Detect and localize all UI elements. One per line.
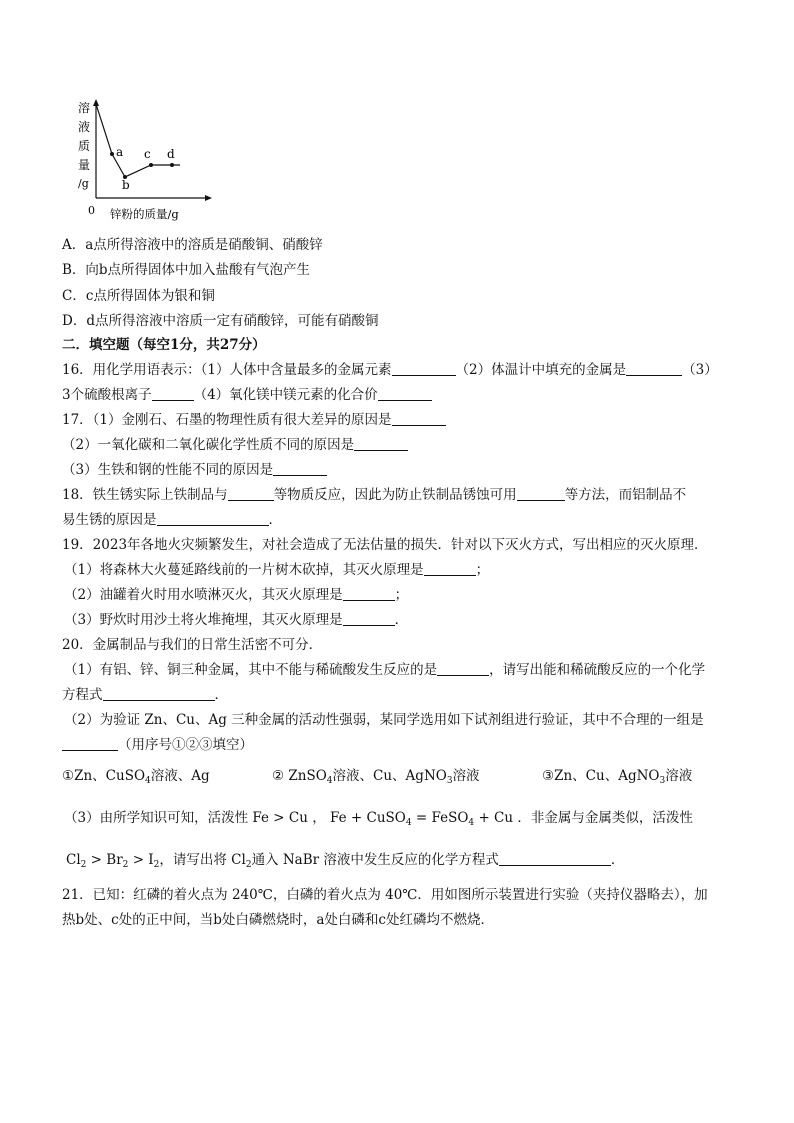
reagent-1-b: 溶液、Ag (150, 768, 210, 784)
q16-line2 (62, 386, 432, 404)
q19-end-3: ． (394, 612, 409, 628)
subscript: 3 (446, 776, 453, 786)
answer-blank[interactable] (228, 487, 274, 501)
q16-line1 (62, 361, 718, 379)
q16-text-a: 16．用化学用语表示：（1）人体中含量最多的金属元素 (62, 362, 392, 378)
answer-blank[interactable] (499, 852, 611, 866)
subscript: 4 (468, 818, 475, 828)
q20-part3-line1 (64, 809, 693, 827)
q17-text-1: 17．（1）金刚石、石墨的物理性质有很大差异的原因是 (62, 412, 392, 428)
q21-line2: 热b处、c处的正中间，当b处白磷燃烧时，a处白磷和c处红磷均不燃烧． (62, 912, 494, 928)
subscript: 4 (326, 776, 333, 786)
point-d (170, 163, 174, 167)
point-c (149, 163, 153, 167)
reagent-option-1 (62, 767, 210, 785)
q19-stem: 19．2023年各地火灾频繁发生，对社会造成了无法估量的损失．针对以下灭火方式，写出相应的灭火原理． (62, 537, 708, 553)
q19-text-3: （3）野炊时用沙土将火堆掩埋，其灭火原理是 (64, 612, 343, 628)
reagent-option-3 (542, 767, 692, 785)
q19-end-1: ； (475, 562, 490, 578)
q16-text-e: （4）氧化镁中镁元素的化合价 (193, 387, 378, 403)
answer-blank[interactable] (62, 737, 118, 751)
q18-text-a: 18．铁生锈实际上铁制品与 (62, 487, 228, 503)
answer-blank[interactable] (343, 587, 395, 601)
reagent-3-b: 溶液 (665, 768, 693, 784)
q20-part1-line2 (62, 686, 228, 704)
q20-part1-line1 (64, 661, 705, 679)
subscript: 2 (245, 860, 252, 870)
x-axis-label: 锌粉的质量/g (110, 207, 179, 221)
option-a: A．a点所得溶液中的溶质是硝酸铜、硝酸锌 (62, 237, 323, 253)
label-a: a (116, 145, 124, 159)
option-b: B．向b点所得固体中加入盐酸有气泡产生 (62, 262, 311, 278)
q19-line1 (64, 561, 489, 579)
section-heading: 二．填空题（每空1分，共27分） (62, 337, 266, 353)
q20-part2-line2 (62, 736, 253, 754)
reagent-1-a: ①Zn、CuSO (62, 768, 146, 784)
label-b: b (122, 178, 130, 192)
q20-stem: 20．金属制品与我们的日常生活密不可分． (62, 637, 323, 653)
answer-blank[interactable] (437, 662, 489, 676)
q19-line3 (64, 611, 408, 629)
answer-blank[interactable] (378, 387, 432, 401)
q18-text-e: ． (268, 512, 282, 528)
answer-blank[interactable] (392, 362, 456, 376)
answer-blank[interactable] (152, 387, 194, 401)
option-c: C．c点所得固体为银和铜 (62, 288, 215, 304)
q19-text-1: （1）将森林大火蔓延路线前的一片树木砍掉，其灭火原理是 (64, 562, 424, 578)
point-a (110, 152, 114, 156)
y-axis-label-2: 液 (78, 120, 91, 134)
q18-line1 (62, 486, 686, 504)
label-d: d (167, 147, 175, 161)
reagent-2-c: 溶液 (452, 768, 480, 784)
q20-p1-text-a: （1）有铝、锌、铜三种金属，其中不能与稀硫酸发生反应的是 (64, 662, 438, 678)
subscript: 2 (80, 860, 87, 870)
curve (96, 104, 180, 177)
q21-line1: 21．已知：红磷的着火点为 240℃，白磷的着火点为 40℃．用如图所示装置进行实验（夹持仪器略去），加 (62, 887, 708, 903)
q20-part2-line1: （2）为验证 Zn、Cu、Ag 三种金属的活动性强弱，某同学选用如下试剂组进行验证，其中不合理的一组是 (64, 712, 704, 728)
q20-p3-text-c: + Cu ．非金属与金属类似，活泼性 (474, 810, 693, 826)
q19-end-2: ； (394, 587, 409, 603)
q20-p3-text-b: = FeSO (411, 810, 469, 826)
y-axis-label-4: 量 (78, 158, 91, 172)
answer-blank[interactable] (157, 512, 269, 526)
q20-p3-text-a: （3）由所学知识可知，活泼性 Fe > Cu ， Fe + CuSO (64, 810, 406, 826)
label-c: c (144, 147, 151, 161)
subscript: 3 (659, 776, 666, 786)
q19-text-2: （2）油罐着火时用水喷淋灭火，其灭火原理是 (64, 587, 343, 603)
q20-part3-line2 (66, 851, 624, 869)
y-axis-label-5: /g (78, 177, 89, 190)
q20-p4-text-e: 通入 NaBr 溶液中发生反应的化学方程式 (251, 852, 499, 868)
q17-line1 (62, 411, 446, 429)
reagent-3-a: ③Zn、Cu、AgNO (542, 768, 660, 784)
q20-p1-text-d: ． (214, 687, 228, 703)
q20-p4-text-d: ，请写出将 Cl (159, 852, 246, 868)
q20-p4-text-c: > I (128, 852, 154, 868)
q18-text-d: 易生锈的原因是 (62, 512, 157, 528)
reagent-2-b: 溶液、Cu、AgNO (332, 768, 447, 784)
q17-line3 (62, 461, 327, 479)
subscript: 2 (122, 860, 129, 870)
x-axis-arrow (205, 195, 212, 201)
y-axis-label-3: 质 (78, 139, 91, 153)
reagent-2-a: ② ZnSO (272, 768, 327, 784)
q19-line2 (64, 586, 408, 604)
subscript: 2 (153, 860, 160, 870)
q20-p4-text-f: ． (610, 852, 625, 868)
q16-text-c: （3） (682, 362, 718, 378)
q17-text-3: （3）生铁和钢的性能不同的原因是 (62, 462, 274, 478)
answer-blank[interactable] (626, 362, 682, 376)
q17-text-2: （2）一氧化碳和二氧化碳化学性质不同的原因是 (62, 437, 355, 453)
reagent-option-2 (272, 767, 480, 785)
q18-line2 (62, 511, 282, 529)
answer-blank[interactable] (103, 687, 215, 701)
solution-mass-graph (72, 98, 212, 228)
q20-p4-text-b: > Br (86, 852, 123, 868)
origin-label: 0 (88, 204, 95, 217)
subscript: 4 (405, 818, 412, 828)
q20-p1-text-c: 方程式 (62, 687, 103, 703)
answer-blank[interactable] (517, 487, 565, 501)
option-d: D．d点所得溶液中溶质一定有硝酸锌，可能有硝酸铜 (62, 313, 379, 329)
q16-text-d: 3个硫酸根离子 (62, 387, 152, 403)
q18-text-b: 等物质反应，因此为防止铁制品锈蚀可用 (273, 487, 517, 503)
q20-p1-text-b: ，请写出能和稀硫酸反应的一个化学 (489, 662, 706, 678)
q16-text-b: （2）体温计中填充的金属是 (455, 362, 627, 378)
q17-line2 (62, 436, 408, 454)
q18-text-c: 等方法，而铝制品不 (564, 487, 687, 503)
answer-blank[interactable] (343, 612, 395, 626)
q20-p2-text-b: （用序号①②③填空） (118, 737, 253, 753)
answer-blank[interactable] (424, 562, 476, 576)
answer-blank[interactable] (273, 462, 327, 476)
q20-p4-text-a: Cl (66, 852, 81, 868)
subscript: 4 (145, 776, 151, 786)
answer-blank[interactable] (354, 437, 408, 451)
answer-blank[interactable] (392, 412, 446, 426)
y-axis-label-1: 溶 (78, 101, 91, 115)
